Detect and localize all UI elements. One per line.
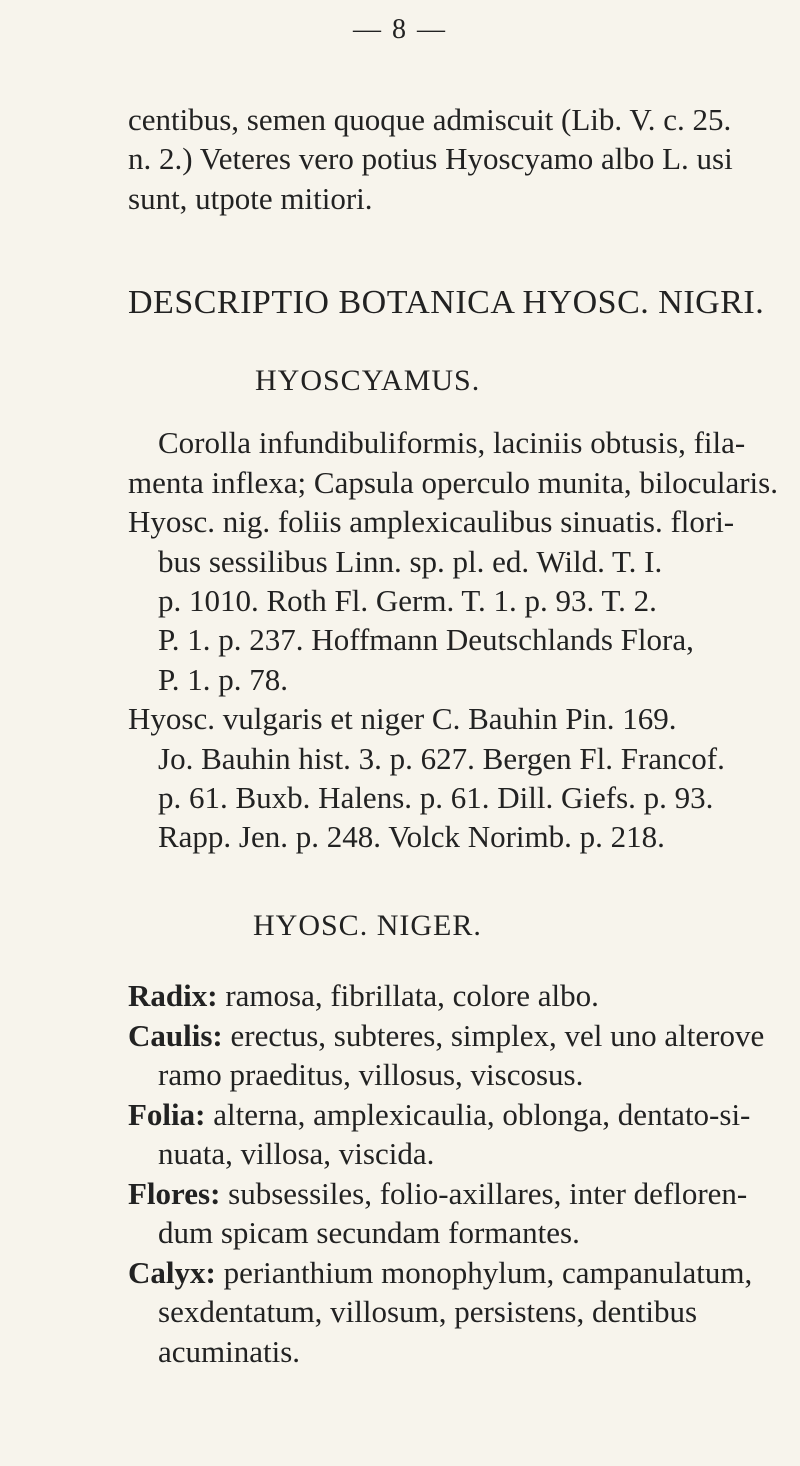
flores-text-2: dum spicam secundam formantes. — [158, 1215, 580, 1250]
genus-description-line-1: Corolla infundibuliformis, laciniis obtusis, fila- — [158, 425, 746, 460]
calyx-text-3: acuminatis. — [158, 1334, 301, 1369]
radix-entry — [128, 977, 599, 1015]
synonym-line-6: Hyosc. vulgaris et niger C. Bauhin Pin. 169. — [128, 701, 677, 736]
section-heading: DESCRIPTIO BOTANICA HYOSC. NIGRI. — [128, 284, 765, 321]
page-number: — 8 — — [353, 14, 447, 45]
species-title: HYOSC. NIGER. — [253, 909, 482, 942]
flores-label: Flores: — [128, 1176, 221, 1211]
flores-text-1: subsessiles, folio-axillares, inter defloren- — [220, 1176, 748, 1211]
caulis-text-1: erectus, subteres, simplex, vel uno alterove — [222, 1018, 765, 1053]
intro-line-3: sunt, utpote mitiori. — [128, 181, 373, 216]
flores-entry — [128, 1175, 747, 1213]
synonym-line-2: bus sessilibus Linn. sp. pl. ed. Wild. T. I. — [158, 544, 663, 579]
synonym-line-3: p. 1010. Roth Fl. Germ. T. 1. p. 93. T. 2. — [158, 583, 657, 618]
genus-description-line-2: menta inflexa; Capsula operculo munita, bilocularis. — [128, 465, 778, 500]
caulis-label: Caulis: — [128, 1018, 223, 1053]
synonym-line-7: Jo. Bauhin hist. 3. p. 627. Bergen Fl. Francof. — [158, 741, 725, 776]
radix-text: ramosa, fibrillata, colore albo. — [217, 978, 599, 1013]
synonym-line-9: Rapp. Jen. p. 248. Volck Norimb. p. 218. — [158, 819, 665, 854]
folia-entry — [128, 1096, 750, 1134]
synonym-line-1: Hyosc. nig. foliis amplexicaulibus sinuatis. flori- — [128, 504, 735, 539]
folia-label: Folia: — [128, 1097, 206, 1132]
radix-label: Radix: — [128, 978, 218, 1013]
synonym-line-5: P. 1. p. 78. — [158, 662, 289, 697]
intro-line-1: centibus, semen quoque admiscuit (Lib. V. c. 25. — [128, 102, 732, 137]
caulis-text-2: ramo praeditus, villosus, viscosus. — [158, 1057, 584, 1092]
intro-line-2: n. 2.) Veteres vero potius Hyoscyamo albo L. usi — [128, 141, 733, 176]
synonym-line-8: p. 61. Buxb. Halens. p. 61. Dill. Giefs. p. 93. — [158, 780, 714, 815]
caulis-entry — [128, 1017, 764, 1055]
calyx-text-1: perianthium monophylum, campanulatum, — [215, 1255, 753, 1290]
calyx-entry — [128, 1254, 752, 1292]
synonym-line-4: P. 1. p. 237. Hoffmann Deutschlands Flora, — [158, 622, 694, 657]
calyx-text-2: sexdentatum, villosum, persistens, dentibus — [158, 1294, 698, 1329]
folia-text-1: alterna, amplexicaulia, oblonga, dentato-si- — [205, 1097, 751, 1132]
calyx-label: Calyx: — [128, 1255, 216, 1290]
folia-text-2: nuata, villosa, viscida. — [158, 1136, 435, 1171]
genus-title: HYOSCYAMUS. — [255, 364, 481, 397]
